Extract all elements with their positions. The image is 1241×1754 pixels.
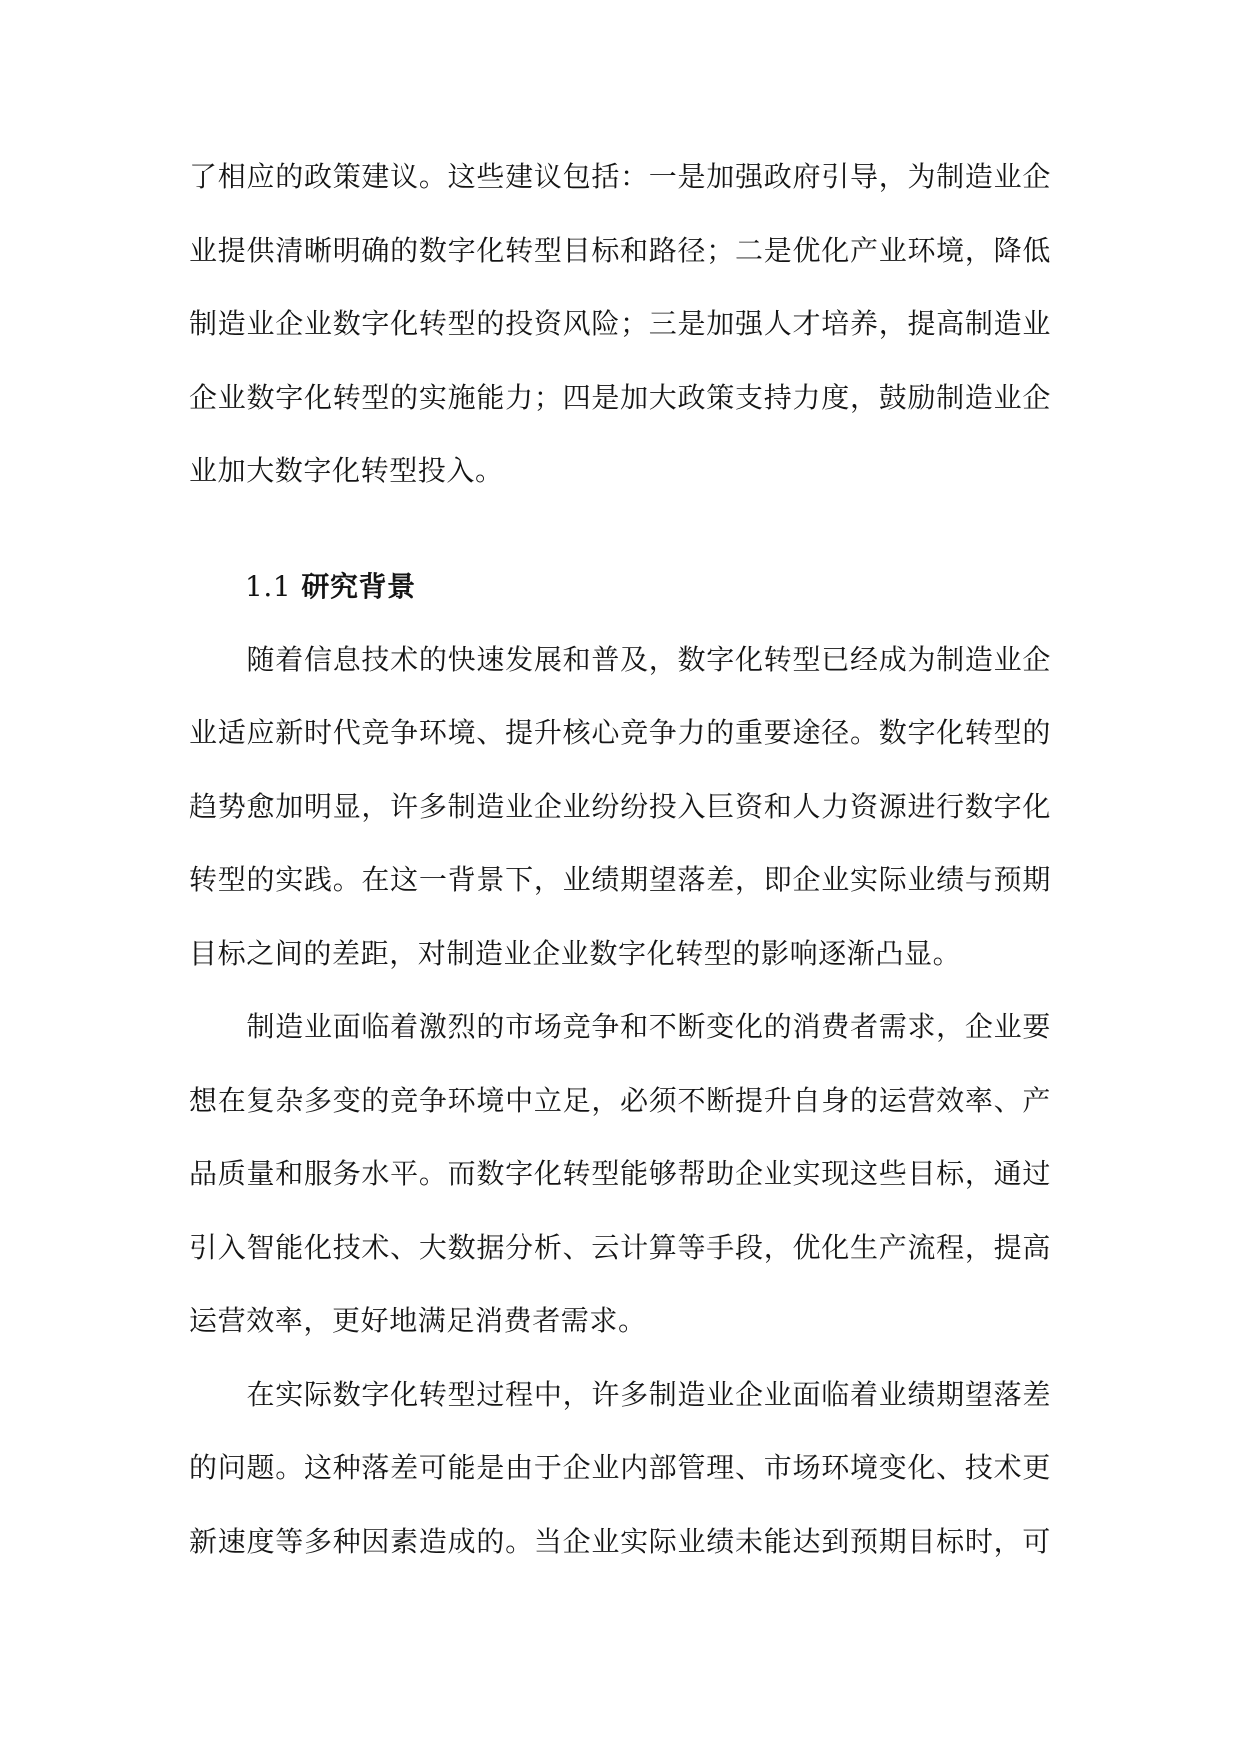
section-title: 研究背景: [301, 569, 416, 603]
section-heading: [189, 550, 1051, 623]
text-line: 趋势愈加明显，许多制造业企业纷纷投入巨资和人力资源进行数字化: [189, 789, 1051, 823]
text-line: 运营效率，更好地满足消费者需求。: [189, 1304, 647, 1337]
text-line: 转型的实践。在这一背景下，业绩期望落差，即企业实际业绩与预期: [189, 863, 1051, 896]
section-number: 1.1: [245, 569, 292, 603]
paragraph-background: [189, 623, 1051, 991]
text-line: 想在复杂多变的竞争环境中立足，必须不断提升自身的运营效率、产: [189, 1083, 1051, 1117]
text-line: 品质量和服务水平。而数字化转型能够帮助企业实现这些目标，通过: [189, 1157, 1051, 1190]
section-gap: [189, 508, 1051, 550]
text-line: 新速度等多种因素造成的。当企业实际业绩未能达到预期目标时，可: [189, 1524, 1051, 1558]
text-line: 制造业企业数字化转型的投资风险；三是加强人才培养，提高制造业: [189, 307, 1051, 340]
text-line: 制造业面临着激烈的市场竞争和不断变化的消费者需求，企业要: [189, 1010, 1051, 1043]
text-line: 业加大数字化转型投入。: [189, 454, 504, 487]
text-line: 业适应新时代竞争环境、提升核心竞争力的重要途径。数字化转型的: [189, 716, 1051, 749]
paragraph-performance-gap: [189, 1358, 1051, 1579]
intro-paragraph: [189, 140, 1051, 508]
text-line: 业提供清晰明确的数字化转型目标和路径；二是优化产业环境，降低: [189, 233, 1051, 267]
paragraph-competition: [189, 990, 1051, 1358]
text-line: 了相应的政策建议。这些建议包括：一是加强政府引导，为制造业企: [189, 160, 1051, 193]
text-line: 的问题。这种落差可能是由于企业内部管理、市场环境变化、技术更: [189, 1451, 1051, 1484]
text-line: 企业数字化转型的实施能力；四是加大政策支持力度，鼓励制造业企: [189, 380, 1051, 414]
text-line: 引入智能化技术、大数据分析、云计算等手段，优化生产流程，提高: [189, 1230, 1051, 1264]
document-body: [189, 140, 1051, 1578]
text-line: 随着信息技术的快速发展和普及，数字化转型已经成为制造业企: [189, 642, 1051, 676]
text-line: 目标之间的差距，对制造业企业数字化转型的影响逐渐凸显。: [189, 936, 962, 970]
text-line: 在实际数字化转型过程中，许多制造业企业面临着业绩期望落差: [189, 1377, 1051, 1411]
